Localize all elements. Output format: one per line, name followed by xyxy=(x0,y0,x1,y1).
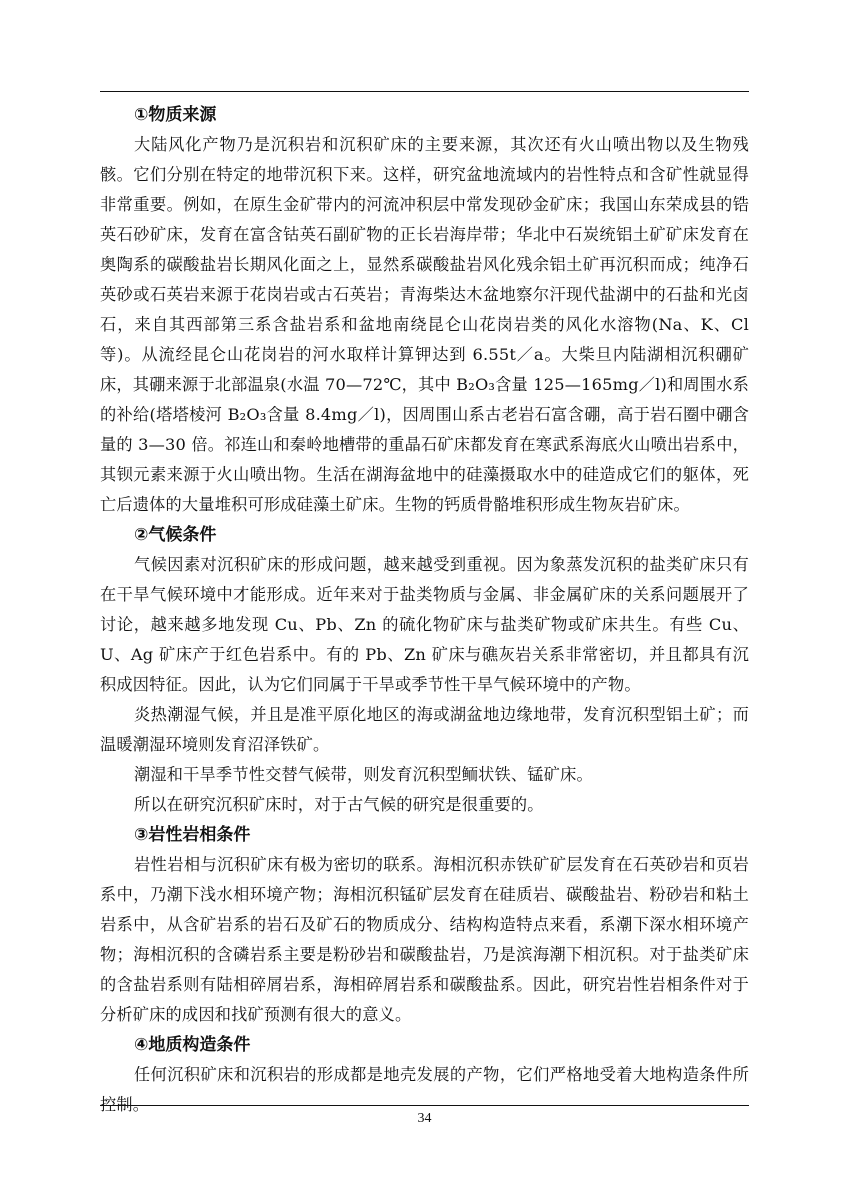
section-heading-lithofacies: ③岩性岩相条件 xyxy=(134,825,251,845)
page-number: 34 xyxy=(417,1111,432,1126)
page-body xyxy=(100,100,749,1120)
header-rule xyxy=(100,91,749,92)
paragraph-climate-4: 所以在研究沉积矿床时，对于古气候的研究是很重要的。 xyxy=(134,795,544,814)
paragraph-climate-2: 炎热潮湿气候，并且是准平原化地区的海或湖盆地边缘地带，发育沉积型铝土矿；而温暖潮湿环境则发育沼泽铁矿。 xyxy=(100,705,749,754)
footer-rule xyxy=(100,1105,749,1106)
section-heading-material-source: ①物质来源 xyxy=(134,105,217,125)
paragraph-material-source: 大陆风化产物乃是沉积岩和沉积矿床的主要来源，其次还有火山喷出物以及生物残骸。它们分别在特定的地带沉积下来。这样，研究盆地流域内的岩性特点和含矿性就显得非常重要。例如，在原生金矿带内的河流冲积层中常发现砂金矿床；我国山东荣成县的锆英石砂矿床，发育在富含钴英石副矿物的正长岩海岸带；华北中石炭统铝土矿矿床发育在奥陶系的碳酸盐岩长期风化面之上，显然系碳酸盐岩风化残余铝土矿再沉积而成；纯净石英砂或石英岩来源于花岗岩或古石英岩；青海柴达木盆地察尔汗现代盐湖中的石盐和光卤石，来自其西部第三系含盐岩系和盆地南绕昆仑山花岗岩类的风化水溶物(Na、K、Cl 等)。从流经昆仑山花岗岩的河水取样计算钾达到 6.55t／a。大柴旦内陆湖相沉积硼矿床，其硼来源于北部温泉(水温 70—72℃，其中 B₂O₃含量 125—165mg／l)和周围水系的补给(塔塔棱河 B₂O₃含量 8.4mg／l)，因周围山系古老岩石富含硼，高于岩石圈中硼含量的 3—30 倍。祁连山和秦岭地槽带的重晶石矿床都发育在寒武系海底火山喷出岩系中，其钡元素来源于火山喷出物。生活在湖海盆地中的硅藻摄取水中的硅造成它们的躯体，死亡后遗体的大量堆积可形成硅藻土矿床。生物的钙质骨骼堆积形成生物灰岩矿床。 xyxy=(100,135,749,514)
section-heading-climate: ②气候条件 xyxy=(134,525,217,545)
paragraph-lithofacies: 岩性岩相与沉积矿床有极为密切的联系。海相沉积赤铁矿矿层发育在石英砂岩和页岩系中，乃潮下浅水相环境产物；海相沉积锰矿层发育在硅质岩、碳酸盐岩、粉砂岩和粘土岩系中，从含矿岩系的岩石及矿石的物质成分、结构构造特点来看，系潮下深水相环境产物；海相沉积的含磷岩系主要是粉砂岩和碳酸盐岩，乃是滨海潮下相沉积。对于盐类矿床的含盐岩系则有陆相碎屑岩系，海相碎屑岩系和碳酸盐系。因此，研究岩性岩相条件对于分析矿床的成因和找矿预测有很大的意义。 xyxy=(100,855,749,1024)
paragraph-climate-1: 气候因素对沉积矿床的形成问题，越来越受到重视。因为象蒸发沉积的盐类矿床只有在干旱气候环境中才能形成。近年来对于盐类物质与金属、非金属矿床的关系问题展开了讨论，越来越多地发现 Cu、Pb、Zn 的硫化物矿床与盐类矿物或矿床共生。有些 Cu、U、Ag 矿床产于红色岩系中。有的 Pb、Zn 矿床与礁灰岩关系非常密切，并且都具有沉积成因特征。因此，认为它们同属于干旱或季节性干旱气候环境中的产物。 xyxy=(100,555,749,694)
section-heading-geologic-structure: ④地质构造条件 xyxy=(134,1035,251,1055)
paragraph-geologic-structure: 任何沉积矿床和沉积岩的形成都是地壳发展的产物，它们严格地受着大地构造条件所控制。 xyxy=(100,1065,749,1114)
paragraph-climate-3: 潮湿和干旱季节性交替气候带，则发育沉积型鲕状铁、锰矿床。 xyxy=(134,765,593,784)
